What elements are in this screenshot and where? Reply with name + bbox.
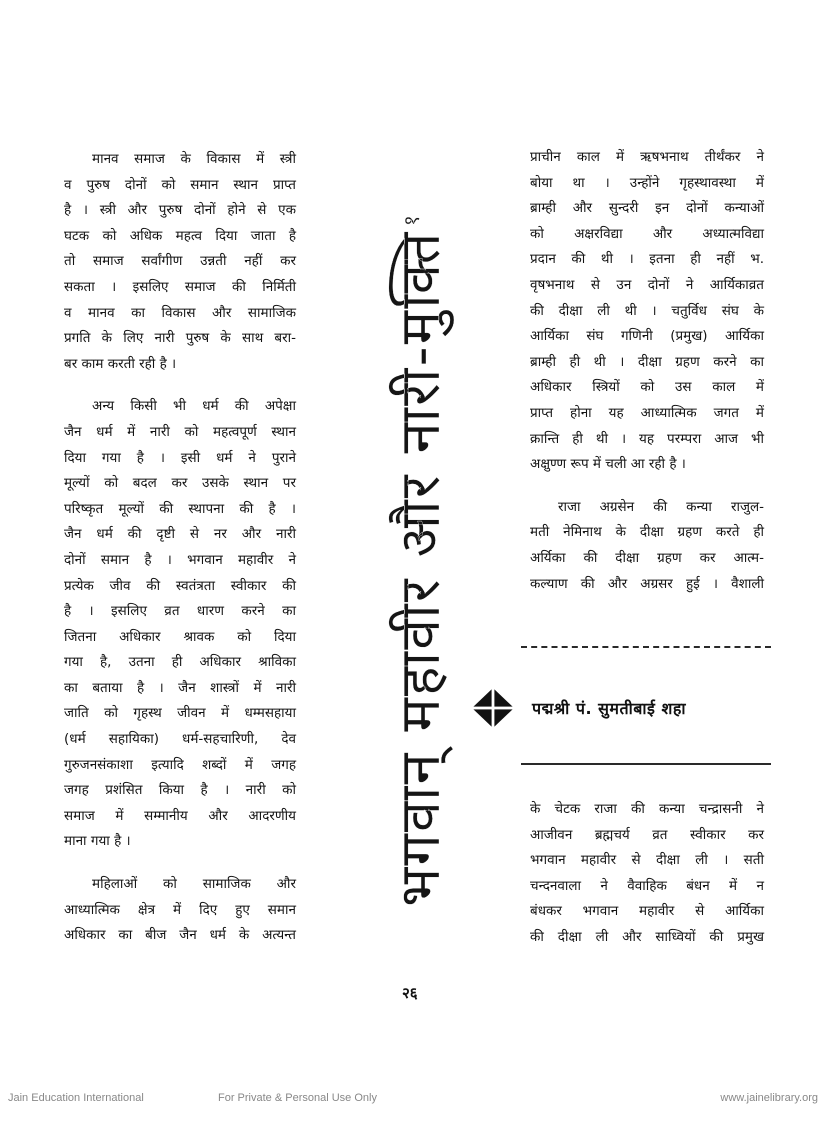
divider-bottom — [521, 763, 771, 765]
text-line: अधिकार स्त्रियों को उस काल में — [530, 379, 764, 396]
text-line: की दीक्षा ली और साध्वियों की प्रमुख — [530, 928, 764, 945]
text-line: समाज में सम्मानीय और आदरणीय — [64, 807, 296, 824]
text-line: ब्राम्ही और सुन्दरी इन दोनों कन्याओं — [530, 200, 764, 217]
paragraph-3 — [64, 872, 296, 949]
text-line: प्राचीन काल में ऋषभनाथ तीर्थंकर ने — [530, 149, 764, 165]
text-line: जाति को गृहस्थ जीवन में धम्मसहाया — [64, 705, 296, 722]
paragraph-1 — [530, 145, 764, 478]
author-byline — [472, 688, 686, 728]
text-line: वृषभनाथ से उन दोनों ने आर्यिकाव्रत — [530, 276, 764, 293]
text-line: चन्दनवाला ने वैवाहिक बंधन में न — [530, 877, 764, 894]
paragraph-gap — [530, 478, 764, 495]
text-line: मती नेमिनाथ के दीक्षा ग्रहण करते ही — [530, 524, 764, 541]
text-line: आध्यात्मिक क्षेत्र में दिए हुए समान — [64, 901, 296, 918]
text-line: आर्यिका संघ गणिनी (प्रमुख) आर्यिका — [530, 328, 764, 345]
text-line: मानव समाज के विकास में स्त्री — [92, 151, 296, 167]
paragraph-1 — [64, 147, 296, 377]
article-title-text: भगवान् महावीर और नारी-मुक्ति — [388, 230, 453, 908]
text-line: प्रदान की थी । इतना ही नहीं भ. — [530, 251, 764, 268]
text-line: व पुरुष दोनों को समान स्थान प्राप्त — [64, 176, 296, 193]
text-line: का बताया है । जैन शास्त्रों में नारी — [64, 679, 296, 696]
text-line: के चेटक राजा की कन्या चन्द्रासनी ने — [530, 801, 764, 817]
paragraph-2 — [64, 394, 296, 855]
text-line: परिष्कृत मूल्यों की स्थापना की है । — [64, 500, 296, 517]
text-line: गया है, उतना ही अधिकार श्राविका — [64, 654, 296, 671]
text-line: (धर्म सहायिका) धर्म-सहचारिणी, देव — [64, 731, 296, 748]
divider-top — [521, 646, 771, 648]
paragraph-gap — [64, 377, 296, 394]
text-line: अन्य किसी भी धर्म की अपेक्षा — [92, 398, 296, 415]
text-line: जैन धर्म की दृष्टी से नर और नारी — [64, 526, 296, 543]
text-line: व मानव का विकास और सामाजिक — [64, 304, 296, 321]
text-line: मूल्यों को बदल कर उसके स्थान पर — [64, 475, 296, 492]
footer-website-link[interactable]: www.jainelibrary.org — [720, 1092, 818, 1104]
text-line: जगह प्रशंसित किया है । नारी को — [64, 782, 296, 799]
right-column-bottom — [530, 797, 764, 951]
article-title — [380, 213, 456, 907]
text-line: को अक्षरविद्या और अध्यात्मविद्या — [530, 225, 764, 242]
text-line: प्राप्त होना यह आध्यात्मिक जगत में — [530, 404, 764, 421]
text-line: घटक को अधिक महत्व दिया जाता है — [64, 227, 296, 244]
page-number: २६ — [402, 984, 418, 1002]
footer-publisher: Jain Education International — [8, 1092, 144, 1104]
text-line: कल्याण की और अग्रसर हुई । वैशाली — [530, 575, 764, 592]
paragraph-gap — [64, 855, 296, 872]
text-line: की दीक्षा ली थी । चतुर्विध संघ के — [530, 302, 764, 319]
quartered-diamond-icon — [472, 688, 514, 728]
text-line: महिलाओं को सामाजिक और — [92, 876, 296, 893]
text-line: है । स्त्री और पुरुष दोनों होने से एक — [64, 202, 296, 219]
paragraph-2 — [530, 495, 764, 597]
text-line: सकता । इसलिए समाज की निर्मिती — [64, 278, 296, 295]
author-name: पद्मश्री पं. सुमतीबाई शहा — [532, 699, 686, 718]
text-line: अक्षुण्ण रूप में चली आ रही है । — [530, 456, 686, 473]
text-line: राजा अग्रसेन की कन्या राजुल- — [558, 498, 764, 515]
title-footnote-marker: १ — [400, 212, 426, 227]
text-line: आजीवन ब्रह्मचर्य व्रत स्वीकार कर — [530, 826, 764, 843]
text-line: ब्राम्ही ही थी । दीक्षा ग्रहण करने का — [530, 353, 764, 370]
text-line: बंधकर भगवान महावीर से आर्यिका — [530, 903, 764, 920]
footer-usage-notice: For Private & Personal Use Only — [218, 1092, 377, 1104]
text-line: दोनों समान है । भगवान महावीर ने — [64, 551, 296, 568]
text-line: अर्यिका की दीक्षा ग्रहण कर आत्म- — [530, 549, 764, 566]
paragraph-1 — [530, 797, 764, 951]
text-line: दिया गया है । इसी धर्म ने पुराने — [64, 449, 296, 466]
text-line: जैन धर्म में नारी को महत्वपूर्ण स्थान — [64, 423, 296, 440]
text-line: क्रान्ति ही थी । यह परम्परा आज भी — [530, 430, 764, 447]
text-line: बर काम करती रही है । — [64, 355, 177, 372]
left-column — [64, 147, 296, 949]
text-line: गुरुजनसंकाशा इत्यादि शब्दों में जगह — [64, 756, 296, 773]
text-line: माना गया है । — [64, 833, 131, 850]
text-line: तो समाज सर्वांगीण उन्नती नहीं कर — [64, 253, 296, 270]
text-line: है । इसलिए व्रत धारण करने का — [64, 603, 296, 620]
text-line: प्रत्येक जीव की स्वतंत्रता स्वीकार की — [64, 577, 296, 594]
text-line: अधिकार का बीज जैन धर्म के अत्यन्त — [64, 927, 296, 944]
text-line: जितना अधिकार श्रावक को दिया — [64, 628, 296, 645]
right-column-top — [530, 145, 764, 597]
text-line: भगवान महावीर से दीक्षा ली । सती — [530, 852, 764, 869]
text-line: बोया था । उन्होंने गृहस्थावस्था में — [530, 174, 764, 191]
text-line: प्रगति के लिए नारी पुरुष के साथ बरा- — [64, 330, 296, 347]
